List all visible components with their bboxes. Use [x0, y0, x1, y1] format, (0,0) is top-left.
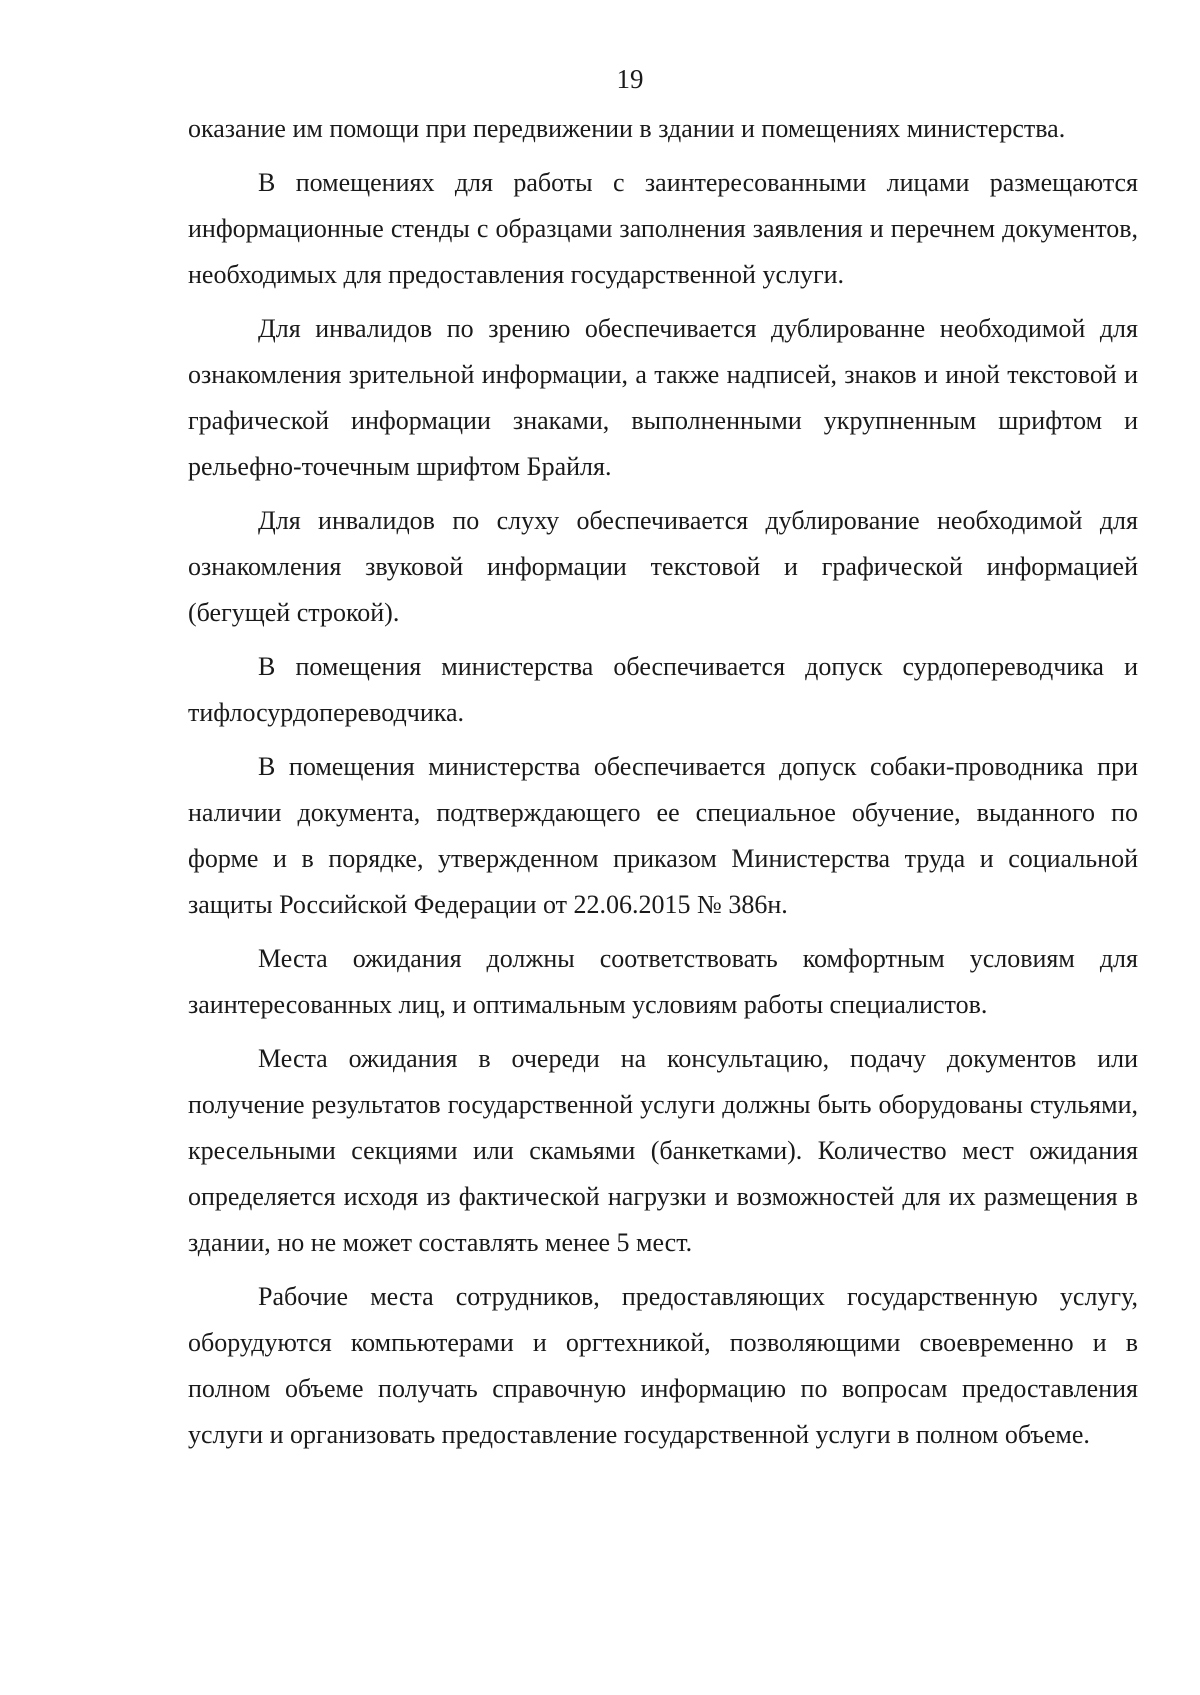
- page-number: 19: [616, 64, 644, 94]
- paragraph-waiting-seating: Места ожидания в очереди на консультацию, подачу документов или получение результатов государственной услуги должны быть оборудованы стульями, кресельными секциями или скамьями (банкетками). Количество мест ожидания определяется исходя из фактической нагрузки и возможностей для их размещения в здании, но не может составлять менее 5 мест.: [188, 1044, 1138, 1257]
- paragraph-sign-interpreter: В помещения министерства обеспечивается допуск сурдопереводчика и тифлосурдопереводчика.: [188, 652, 1138, 727]
- document-body: [188, 106, 1138, 1458]
- paragraph-waiting-comfort: Места ожидания должны соответствовать комфортным условиям для заинтересованных лиц, и оптимальным условиям работы специалистов.: [188, 944, 1138, 1019]
- paragraph-information-stands: В помещениях для работы с заинтересованными лицами размещаются информационные стенды с образцами заполнения заявления и перечнем документов, необходимых для предоставления государственной услуги.: [188, 168, 1138, 289]
- paragraph-continuation: оказание им помощи при передвижении в здании и помещениях министерства.: [188, 114, 1066, 143]
- paragraph-vision-impaired: Для инвалидов по зрению обеспечивается дублированне необходимой для ознакомления зрительной информации, а также надписей, знаков и иной текстовой и графической информации знаками, выполненными укрупненным шрифтом и рельефно-точечным шрифтом Брайля.: [188, 314, 1138, 481]
- paragraph-workplaces: Рабочие места сотрудников, предоставляющих государственную услугу, оборудуются компьютерами и оргтехникой, позволяющими своевременно и в полном объеме получать справочную информацию по вопросам предоставления услуги и организовать предоставление государственной услуги в полном объеме.: [188, 1282, 1138, 1449]
- paragraph-hearing-impaired: Для инвалидов по слуху обеспечивается дублирование необходимой для ознакомления звуковой информации текстовой и графической информацией (бегущей строкой).: [188, 506, 1138, 627]
- paragraph-guide-dog: В помещения министерства обеспечивается допуск собаки-проводника при наличии документа, подтверждающего ее специальное обучение, выданного по форме и в порядке, утвержденном приказом Министерства труда и социальной защиты Российской Федерации от 22.06.2015 № 386н.: [188, 752, 1138, 919]
